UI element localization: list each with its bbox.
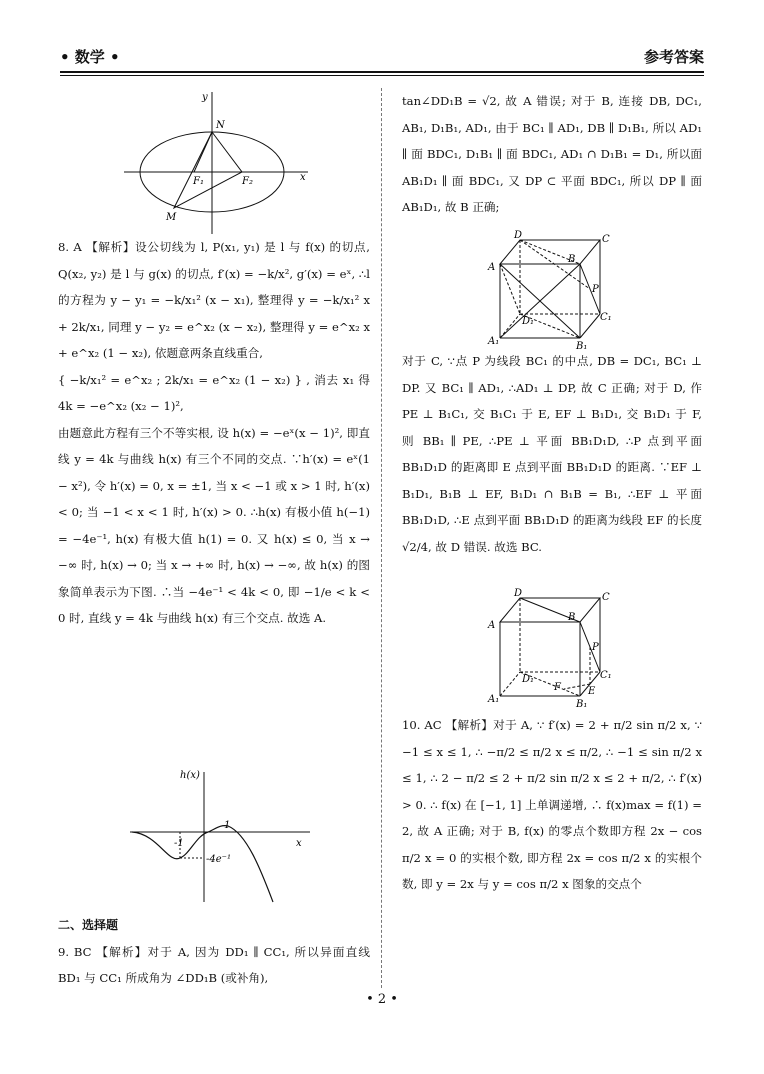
q8-text-2: 由题意此方程有三个不等实根, 设 h(x) = −eˣ(x − 1)², 即直线 y = 4k 与曲线 h(x) 有三个不同的交点. ∵h′(x) = eˣ(1 − x²), 令 h′(x) = 0, x = ±1, 当 x < −1 或 x > 1 时, h′(x) < 0; 当 −1 < x < 1 时, h′(x) > 0. ∴h(x) 有极小值 h(−1) = −4e⁻¹, h(x) 有极大值 h(1) = 0. 又 h(x) ≤ 0, 当 x → −∞ 时, h(x) → 0; 当 x → +∞ 时, h(x) → −∞, 故 h(x) 的图象简单表示为下图. ∴当 −4e⁻¹ < 4k < 0, 即 −1/e < k < 0 时, 直线 y = 4k 与曲线 h(x) 有三个交点. 故选 A.	[58, 425, 370, 625]
fig-label: x	[296, 838, 302, 849]
fig-label: F₂	[242, 176, 253, 187]
cube-figure-2	[484, 586, 614, 708]
q10-text: 10. AC 【解析】对于 A, ∵ f′(x) = 2 + π/2 sin π/2 x, ∵ −1 ≤ x ≤ 1, ∴ −π/2 ≤ π/2 x ≤ π/2, ∴ −1 ≤ sin π/2 x ≤ 1, ∴ 2 − π/2 ≤ 2 + π/2 sin π/2 x ≤ 2 + π/2, ∴ f′(x) > 0. ∴ f(x) 在 [−1, 1] 上单调递增, ∴ f(x)max = f(1) = 2, 故 A 正确; 对于 B, f(x) 的零点个数即方程 2x − cos π/2 x = 0 的实根个数, 即方程 2x = cos π/2 x 的实根个数, 即 y = 2x 与 y = cos π/2 x 图象的交点个	[402, 718, 702, 891]
q8-system: { −k/x₁² = e^x₂ ; 2k/x₁ = e^x₂ (1 − x₂) } , 消去 x₁ 得 4k = −e^x₂ (x₂ − 1)²,	[58, 372, 370, 413]
header-rule-thin	[60, 75, 704, 76]
fig-label: A	[488, 620, 496, 631]
fig-label: B₁	[576, 341, 588, 350]
fig-label: A	[488, 262, 496, 273]
fig-label: P	[592, 284, 599, 295]
fig-label: M	[166, 212, 177, 223]
section-title: 二、选择题	[58, 918, 119, 932]
fig-label: F₁	[193, 176, 204, 187]
right-column-bottom	[402, 712, 702, 898]
fig-label: C₁	[600, 312, 612, 323]
q8-text-1: 8. A 【解析】设公切线为 l, P(x₁, y₁) 是 l 与 f(x) 的切点, Q(x₂, y₂) 是 l 与 g(x) 的切点, f′(x) = −k/x², g′(x) = eˣ, ∴l 的方程为 y − y₁ = −k/x₁² (x − x₁), 整理得 y = −k/x₁² x + 2k/x₁, 同理 y − y₂ = e^x₂ (x − x₂), 整理得 y = e^x₂ x + e^x₂ (1 − x₂), 依题意两条直线重合,	[58, 240, 370, 360]
header-rule	[60, 71, 704, 73]
fig-label: 1	[224, 820, 231, 831]
fig-label: F	[554, 682, 561, 693]
right-column-mid	[402, 348, 702, 560]
left-column	[58, 234, 370, 632]
fig-label: y	[202, 92, 208, 103]
ellipse-figure	[118, 88, 318, 238]
fig-label: A₁	[488, 694, 500, 705]
fig-label: h(x)	[180, 770, 200, 781]
fig-label: D₁	[522, 674, 535, 685]
fig-label: B₁	[576, 699, 588, 708]
fig-label: C	[602, 234, 610, 245]
fig-label: D₁	[522, 316, 535, 327]
fig-label: C₁	[600, 670, 612, 681]
fig-label: A₁	[488, 336, 500, 347]
fig-label: N	[216, 120, 225, 131]
column-divider	[381, 88, 382, 988]
fig-label: P	[592, 642, 599, 653]
right-column-top	[402, 88, 702, 221]
page-header	[60, 40, 704, 70]
left-column-bottom	[58, 912, 370, 992]
fig-label: E	[588, 686, 596, 697]
q9-c-d: 对于 C, ∵点 P 为线段 BC₁ 的中点, DB = DC₁, BC₁ ⊥ DP. 又 BC₁ ∥ AD₁, ∴AD₁ ⊥ DP, 故 C 正确; 对于 D, 作 PE ⊥ B₁C₁, 交 B₁C₁ 于 E, EF ⊥ B₁D₁, 交 B₁D₁ 于 F, 则 BB₁ ∥ PE, ∴PE ⊥ 平面 BB₁D₁D, ∴P 点到平面 BB₁D₁D 的距离即 E 点到平面 BB₁D₁D 的距离. ∵EF ⊥ B₁D₁, B₁B ⊥ EF, B₁D₁ ∩ B₁B = B₁, ∴EF ⊥ 平面 BB₁D₁D, ∴E 点到平面 BB₁D₁D 的距离为线段 EF 的长度 √2/4, 故 D 错误. 故选 BC.	[402, 354, 702, 554]
subject-label: • 数学 •	[60, 48, 120, 66]
page-number: • 2 •	[366, 992, 398, 1007]
answer-label: 参考答案	[643, 48, 704, 66]
fig-label: D	[514, 588, 523, 599]
fig-label: C	[602, 592, 610, 603]
q9-cont: tan∠DD₁B = √2, 故 A 错误; 对于 B, 连接 DB, DC₁, AB₁, D₁B₁, AD₁, 由于 BC₁ ∥ AD₁, DB ∥ D₁B₁, 所以 AD₁ ∥ 面 BDC₁, D₁B₁ ∥ 面 BDC₁, AD₁ ∩ D₁B₁ = D₁, 所以面 AB₁D₁ ∥ 面 BDC₁, 又 DP ⊂ 平面 BDC₁, 所以 DP ∥ 面 AB₁D₁, 故 B 正确;	[402, 94, 702, 214]
q9-start: 9. BC 【解析】对于 A, 因为 DD₁ ∥ CC₁, 所以异面直线 BD₁ 与 CC₁ 所成角为 ∠DD₁B (或补角),	[58, 944, 370, 985]
fig-label: -4e⁻¹	[206, 854, 231, 865]
fig-label: x	[300, 172, 306, 183]
cube-figure-1	[484, 228, 614, 350]
fig-label: -1	[174, 838, 184, 849]
h-graph-figure	[128, 766, 318, 906]
fig-label: B	[568, 254, 576, 265]
fig-label: B	[568, 612, 576, 623]
fig-label: D	[514, 230, 523, 241]
